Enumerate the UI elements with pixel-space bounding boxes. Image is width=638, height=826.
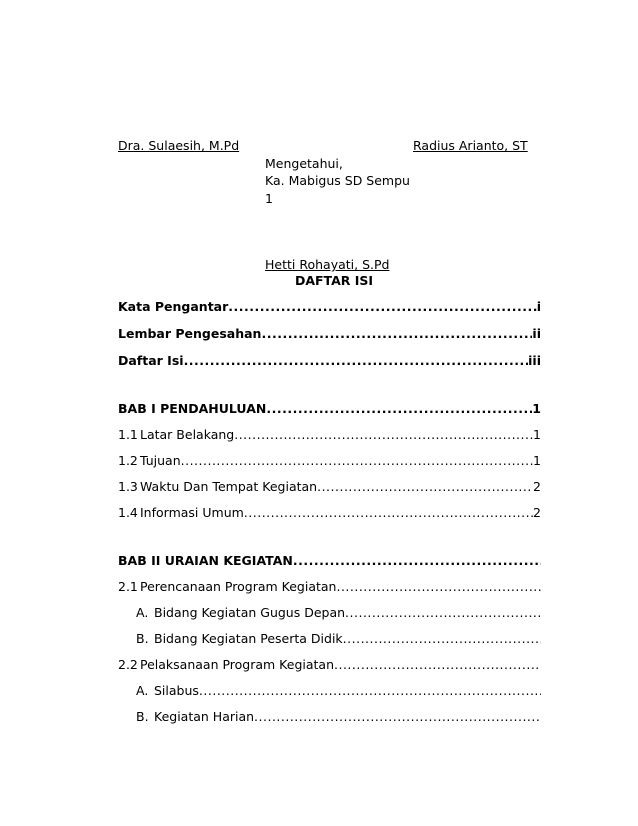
toc-entry-1-2[interactable] — [118, 453, 541, 468]
toc-leader — [334, 657, 541, 672]
toc-entry-label: Pelaksanaan Program Kegiatan — [140, 657, 334, 672]
toc-entry-number: 2.1 — [118, 579, 138, 594]
toc-entry-label: Kegiatan Harian — [154, 709, 255, 724]
toc-entry-label: Bidang Kegiatan Peserta Didik — [154, 631, 343, 646]
position-line-1: Ka. Mabigus SD Sempu — [265, 173, 410, 188]
toc-leader — [244, 505, 533, 520]
toc-entry-lembar-pengesahan[interactable] — [118, 326, 541, 341]
toc-entry-1-1[interactable] — [118, 427, 541, 442]
toc-entry-bab-1[interactable] — [118, 401, 541, 416]
toc-page-number: 1 — [533, 427, 541, 442]
toc-entry-2-2[interactable] — [118, 657, 541, 672]
toc-entry-2-1-a[interactable] — [136, 605, 541, 620]
toc-leader — [199, 683, 541, 698]
toc-leader — [261, 326, 532, 341]
toc-page-number: iii — [528, 353, 541, 368]
toc-leader — [234, 427, 533, 442]
toc-entry-label: BAB I PENDAHULUAN — [118, 401, 267, 416]
toc-entry-number: 1.3 — [118, 479, 138, 494]
toc-leader — [293, 553, 541, 568]
signatory-right-name: Radius Arianto, ST — [413, 138, 528, 153]
toc-leader — [343, 631, 541, 646]
toc-entry-label: Silabus — [154, 683, 199, 698]
position-line-2: 1 — [265, 191, 273, 206]
signatory-center-name: Hetti Rohayati, S.Pd — [265, 257, 390, 272]
toc-page-number: 1 — [533, 453, 541, 468]
toc-title: DAFTAR ISI — [294, 273, 374, 288]
toc-entry-label: BAB II URAIAN KEGIATAN — [118, 553, 293, 568]
toc-page-number: 2 — [533, 479, 541, 494]
toc-page-number: 1 — [532, 401, 541, 416]
toc-entry-number: 1.1 — [118, 427, 138, 442]
toc-entry-daftar-isi[interactable] — [118, 353, 541, 368]
toc-leader — [184, 353, 529, 368]
toc-entry-label: Tujuan — [140, 453, 181, 468]
toc-leader — [317, 479, 533, 494]
toc-entry-letter: A. — [136, 605, 149, 620]
toc-entry-label: Daftar Isi — [118, 353, 184, 368]
toc-entry-letter: A. — [136, 683, 149, 698]
toc-entry-label: Informasi Umum — [140, 505, 244, 520]
toc-leader — [181, 453, 533, 468]
toc-leader — [228, 299, 536, 314]
toc-entry-label: Latar Belakang — [140, 427, 235, 442]
mengetahui-label: Mengetahui, — [265, 156, 343, 171]
toc-entry-kata-pengantar[interactable] — [118, 299, 541, 314]
toc-entry-2-1[interactable] — [118, 579, 541, 594]
toc-entry-letter: B. — [136, 631, 149, 646]
toc-entry-bab-2[interactable] — [118, 553, 541, 568]
toc-entry-number: 1.4 — [118, 505, 138, 520]
toc-entry-number: 2.2 — [118, 657, 138, 672]
toc-entry-2-2-a[interactable] — [136, 683, 541, 698]
toc-leader — [336, 579, 541, 594]
toc-entry-number: 1.2 — [118, 453, 138, 468]
toc-leader — [345, 605, 541, 620]
toc-page-number: ii — [532, 326, 541, 341]
toc-entry-2-1-b[interactable] — [136, 631, 541, 646]
toc-entry-label: Perencanaan Program Kegiatan — [140, 579, 337, 594]
toc-entry-1-4[interactable] — [118, 505, 541, 520]
toc-entry-2-2-b[interactable] — [136, 709, 541, 724]
toc-entry-label: Bidang Kegiatan Gugus Depan — [154, 605, 346, 620]
signatory-left-name: Dra. Sulaesih, M.Pd — [118, 138, 240, 153]
toc-entry-letter: B. — [136, 709, 149, 724]
toc-entry-label: Kata Pengantar — [118, 299, 229, 314]
toc-page-number: 2 — [533, 505, 541, 520]
toc-entry-1-3[interactable] — [118, 479, 541, 494]
toc-page-number: i — [536, 299, 541, 314]
toc-leader — [266, 401, 532, 416]
toc-leader — [254, 709, 541, 724]
toc-entry-label: Waktu Dan Tempat Kegiatan — [140, 479, 318, 494]
toc-entry-label: Lembar Pengesahan — [118, 326, 262, 341]
